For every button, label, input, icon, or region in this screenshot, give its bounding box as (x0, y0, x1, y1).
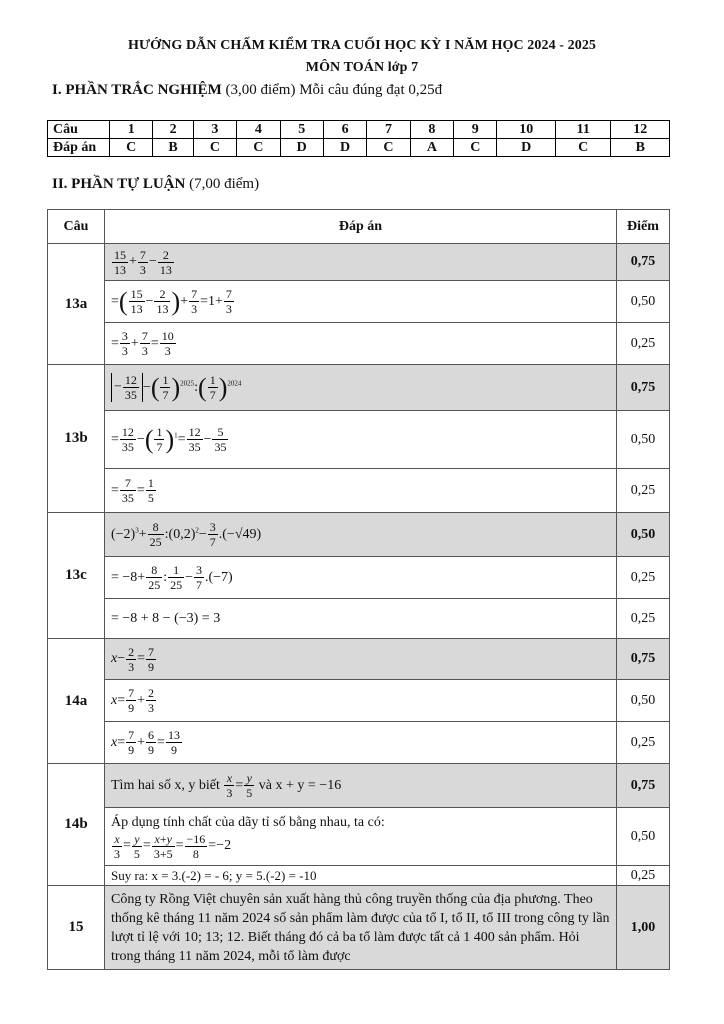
question-label: 15 (48, 886, 105, 970)
part1-note: (3,00 điểm) Mỗi câu đúng đạt 0,25đ (225, 82, 443, 98)
points-cell: 0,50 (617, 680, 670, 722)
mc-q: 11 (555, 121, 611, 139)
mc-a: C (193, 139, 236, 157)
answer-step: x= $\frac{7}{9}$ + $\frac{2}{3}$ (105, 680, 617, 722)
table-row (48, 557, 670, 599)
points-cell: 0,25 (617, 722, 670, 764)
points-cell: 0,50 (617, 808, 670, 866)
table-row (48, 599, 670, 639)
mc-q: 10 (497, 121, 556, 139)
col-header-points: Điểm (617, 210, 670, 244)
mc-answer-row (48, 139, 670, 157)
answer-step: = $\frac{7}{35}$ = $\frac{1}{5}$ (105, 469, 617, 513)
answer-step: = −8+ $\frac{8}{25}$ : $\frac{1}{25}$ − $\frac{3}{7}$ .(−7) (105, 557, 617, 599)
problem-statement: Công ty Rồng Việt chuyên sản xuất hàng thủ công truyền thống của địa phương. Theo thống kê tháng 11 năm 2024 số sản phẩm làm được của tổ I, tổ II, tổ III trong công ty lần lượt tỉ lệ với 10; 13; 12. Biết tháng đó cả ba tổ làm được tất cả 1 400 sản phẩm. Hỏi trong tháng 11 năm 2024, mỗi tổ làm được (105, 886, 617, 970)
col-header-answer: Đáp án (105, 210, 617, 244)
table-row (48, 469, 670, 513)
answer-step: − $\frac{12}{35}$ −( $\frac{1}{7}$ )$^{2025}$:( $\frac{1}{7}$ )$^{2024}$ (105, 365, 617, 411)
mc-q: 7 (367, 121, 410, 139)
answer-step: $(-2)^3+$ $\frac{8}{25}$ $:(0,2)^2-$ $\frac{3}{7}$ .(−√49) (105, 513, 617, 557)
col-header-question: Câu (48, 210, 105, 244)
question-label: 14b (48, 764, 105, 886)
points-cell: 0,50 (617, 281, 670, 323)
mc-row-label: Câu (48, 121, 110, 139)
answer-step: =( $\frac{15}{13}$ − $\frac{2}{13}$ )+ $\frac{7}{3}$ =1+ $\frac{7}{3}$ (105, 281, 617, 323)
mc-question-row (48, 121, 670, 139)
table-row (48, 244, 670, 281)
table-row (48, 365, 670, 411)
table-row (48, 764, 670, 808)
multiple-choice-table (47, 120, 670, 157)
answer-step: = $\frac{12}{35}$ −( $\frac{1}{7}$ )$^1$= $\frac{12}{35}$ − $\frac{5}{35}$ (105, 411, 617, 469)
table-row (48, 411, 670, 469)
table-row (48, 639, 670, 680)
answer-step: Tìm hai số x, y biết $\frac{x}{3}$ = $\frac{y}{5}$ và x + y = −16 (105, 764, 617, 808)
points-cell: 0,25 (617, 323, 670, 365)
table-row (48, 323, 670, 365)
mc-q: 2 (153, 121, 193, 139)
points-cell: 0,75 (617, 244, 670, 281)
mc-a: D (280, 139, 323, 157)
answer-step: Suy ra: x = 3.(-2) = - 6; y = 5.(-2) = -10 (105, 866, 617, 886)
table-row (48, 680, 670, 722)
question-label: 13b (48, 365, 105, 513)
answer-step: x− $\frac{2}{3}$ = $\frac{7}{9}$ (105, 639, 617, 680)
points-cell: 1,00 (617, 886, 670, 970)
table-row (48, 808, 670, 866)
mc-q: 9 (454, 121, 497, 139)
points-cell: 0,25 (617, 866, 670, 886)
answer-step: $\frac{15}{13}$ + $\frac{7}{3}$ − $\frac{2}{13}$ (105, 244, 617, 281)
points-cell: 0,75 (617, 639, 670, 680)
mc-q: 1 (110, 121, 153, 139)
answer-step: x= $\frac{7}{9}$ + $\frac{6}{9}$ = $\frac{13}{9}$ (105, 722, 617, 764)
mc-q: 6 (323, 121, 366, 139)
document-title: HƯỚNG DẪN CHẤM KIỂM TRA CUỐI HỌC KỲ I NĂM HỌC 2024 - 2025 (127, 38, 597, 53)
part1-title: I. PHẦN TRẮC NGHIỆM (52, 82, 222, 98)
part1-heading (52, 82, 442, 99)
essay-header-row (48, 210, 670, 244)
mc-a: A (410, 139, 453, 157)
answer-step: = $\frac{3}{3}$ + $\frac{7}{3}$ = $\frac{10}{3}$ (105, 323, 617, 365)
mc-q: 8 (410, 121, 453, 139)
document-subtitle: MÔN TOÁN lớp 7 (305, 60, 419, 75)
points-cell: 0,25 (617, 557, 670, 599)
mc-a: D (497, 139, 556, 157)
points-cell: 0,25 (617, 469, 670, 513)
points-cell: 0,50 (617, 513, 670, 557)
mc-q: 5 (280, 121, 323, 139)
question-label: 13c (48, 513, 105, 639)
mc-a: B (153, 139, 193, 157)
mc-a: C (454, 139, 497, 157)
mc-q: 3 (193, 121, 236, 139)
question-label: 14a (48, 639, 105, 764)
mc-row-label: Đáp án (48, 139, 110, 157)
mc-a: C (110, 139, 153, 157)
mc-a: D (323, 139, 366, 157)
table-row (48, 513, 670, 557)
essay-answer-table (47, 209, 670, 970)
part2-note: (7,00 điểm) (189, 176, 260, 192)
part2-heading (52, 176, 259, 193)
points-cell: 0,75 (617, 764, 670, 808)
answer-step: Áp dụng tính chất của dãy tỉ số bằng nhau, ta có: $\frac{x}{3}$ = $\frac{y}{5}$ = $\frac{x+y}{3+5}$ = $\frac{-16}{8}$ =−2 (105, 808, 617, 866)
table-row (48, 722, 670, 764)
answer-step: = −8 + 8 − (−3) = 3 (105, 599, 617, 639)
points-cell: 0,25 (617, 599, 670, 639)
question-label: 13a (48, 244, 105, 365)
points-cell: 0,50 (617, 411, 670, 469)
mc-a: C (367, 139, 410, 157)
mc-q: 4 (237, 121, 280, 139)
mc-q: 12 (611, 121, 670, 139)
mc-a: C (237, 139, 280, 157)
part2-title: II. PHẦN TỰ LUẬN (52, 176, 186, 192)
points-cell: 0,75 (617, 365, 670, 411)
mc-a: C (555, 139, 611, 157)
table-row (48, 886, 670, 970)
mc-a: B (611, 139, 670, 157)
table-row (48, 866, 670, 886)
table-row (48, 281, 670, 323)
